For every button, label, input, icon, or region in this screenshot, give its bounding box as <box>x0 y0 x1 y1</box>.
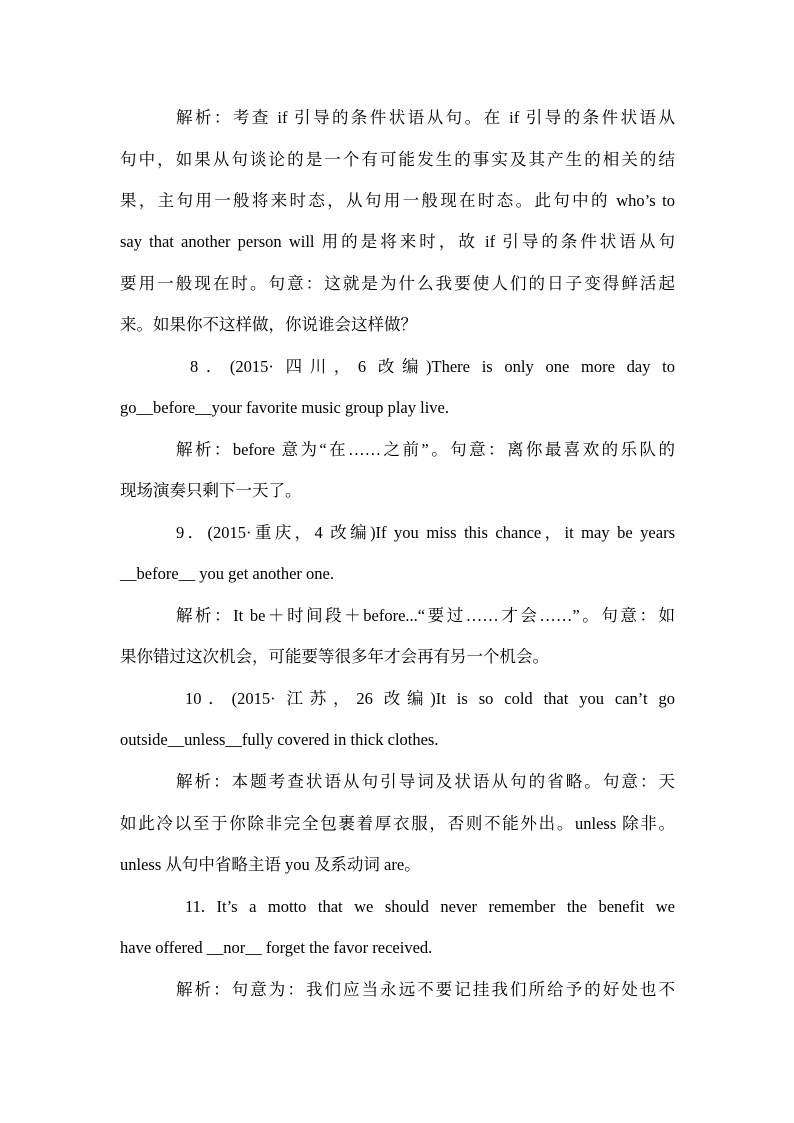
analysis-8-line-2: 现场演奏只剩下一天了。 <box>120 481 302 500</box>
question-10-answer-line: outside__unless__fully covered in thick clothes. <box>120 730 439 749</box>
analysis-10-line-2: 如此冷以至于你除非完全包裹着厚衣服，否则不能外出。unless 除非。 <box>120 814 675 833</box>
question-8: 8．(2015· 四川，6 改编)There is only one more day to <box>190 357 675 376</box>
text-line-1: 解析：考查 if 引导的条件状语从句。在 if 引导的条件状语从 <box>176 108 675 127</box>
text-line-6: 来。如果你不这样做，你说谁会这样做？ <box>120 315 417 334</box>
analysis-9-line-1: 解析：It be＋时间段＋before...“要过……才会……”。句意：如 <box>176 606 675 625</box>
question-11-answer-line: have offered __nor__ forget the favor received. <box>120 938 433 957</box>
analysis-8-line-1: 解析：before 意为“在……之前”。句意：离你最喜欢的乐队的 <box>176 440 675 459</box>
analysis-10-line-3: unless 从句中省略主语 you 及系动词 are。 <box>120 855 421 874</box>
analysis-11-line-1: 解析：句意为：我们应当永远不要记挂我们所给予的好处也不 <box>176 980 675 999</box>
question-9: 9．(2015·重庆，4 改编)If you miss this chance，it may be years <box>176 523 675 542</box>
question-9-answer-line: __before__ you get another one. <box>120 564 334 583</box>
analysis-10-line-1: 解析：本题考查状语从句引导词及状语从句的省略。句意：天 <box>176 772 675 791</box>
text-line-4: say that another person will 用的是将来时，故 if 引导的条件状语从句 <box>120 232 675 251</box>
analysis-9-line-2: 果你错过这次机会，可能要等很多年才会再有另一个机会。 <box>120 647 549 666</box>
text-line-2: 句中，如果从句谈论的是一个有可能发生的事实及其产生的相关的结 <box>120 150 675 169</box>
text-line-5: 要用一般现在时。句意：这就是为什么我要使人们的日子变得鲜活起 <box>120 274 675 293</box>
question-11: 11. It’s a motto that we should never remember the benefit we <box>185 897 675 916</box>
text-line-3: 果，主句用一般将来时态，从句用一般现在时态。此句中的 who’s to <box>120 191 675 210</box>
question-8-answer-line: go__before__your favorite music group play live. <box>120 398 449 417</box>
question-10: 10．(2015· 江苏，26 改编)It is so cold that you can’t go <box>185 689 675 708</box>
